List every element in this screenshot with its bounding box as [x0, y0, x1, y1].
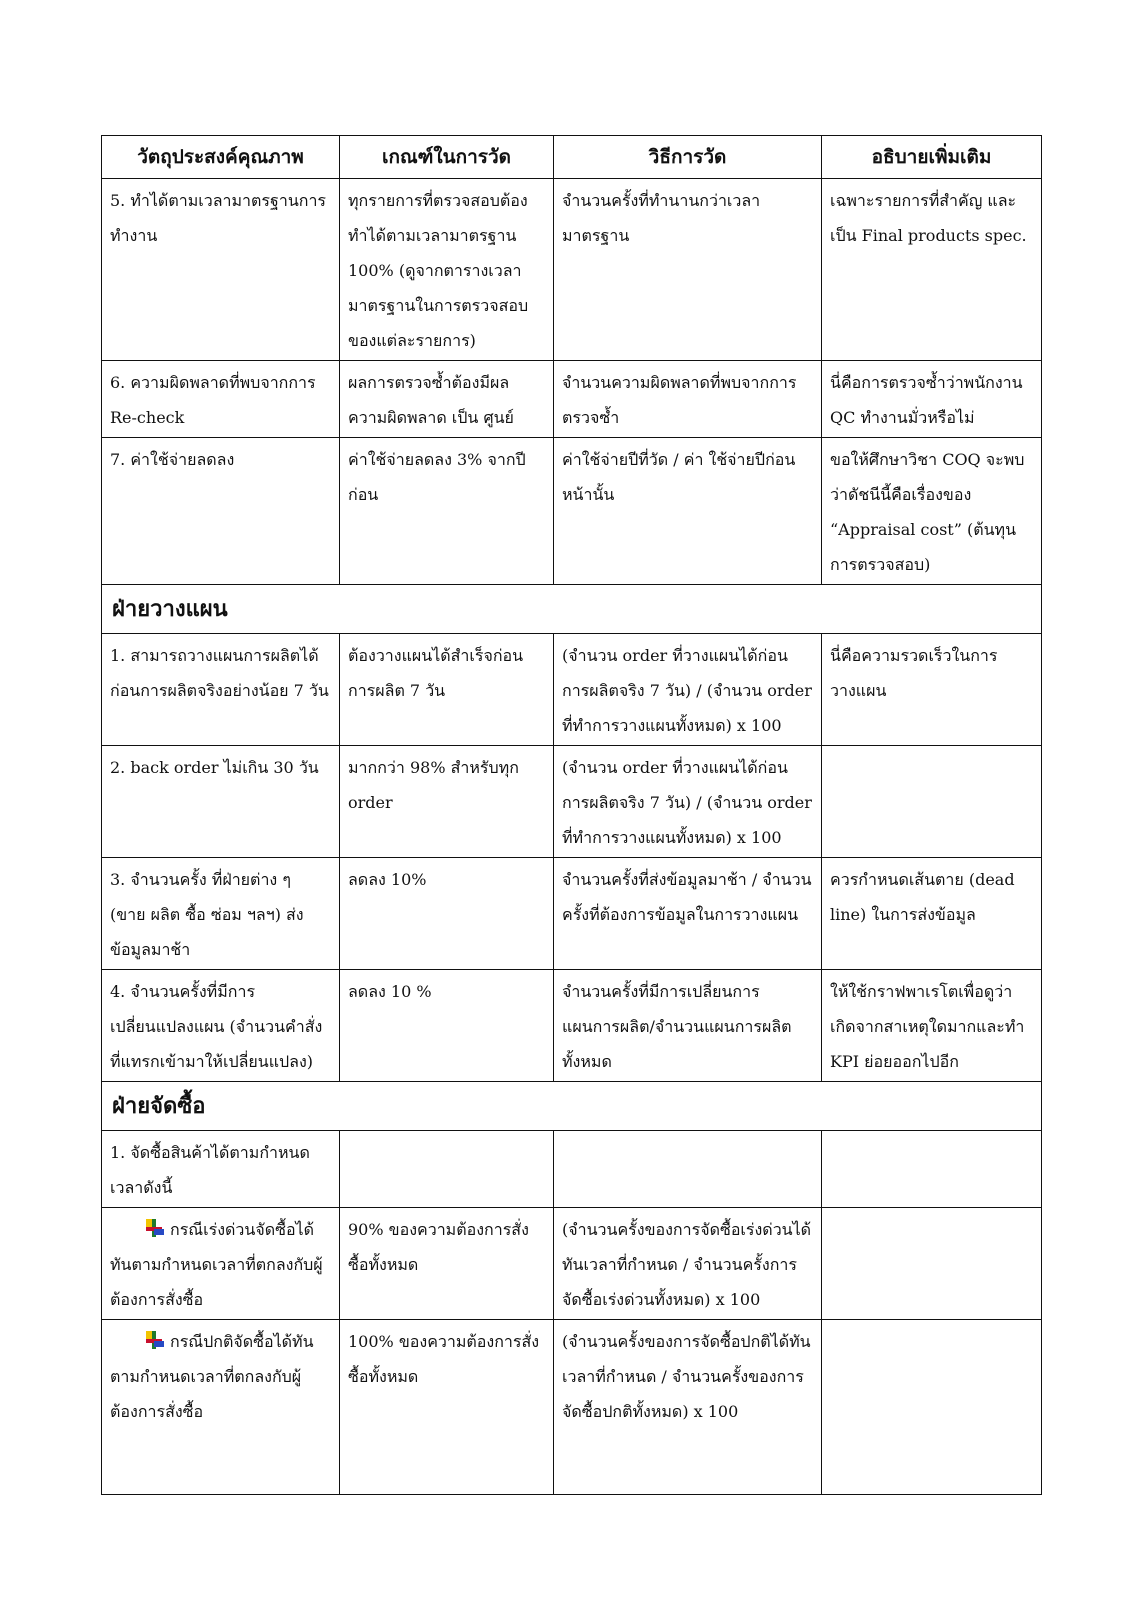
section-row-planning: [102, 585, 1042, 634]
cell-method: ค่าใช้จ่ายปีที่วัด / ค่า ใช้จ่ายปีก่อนหน้านั้น: [554, 438, 822, 585]
bullet-cross-icon: [146, 1331, 164, 1349]
cell-method: จำนวนครั้งที่ส่งข้อมูลมาช้า / จำนวนครั้งที่ต้องการข้อมูลในการวางแผน: [554, 858, 822, 970]
cell-criteria: ผลการตรวจซ้ำต้องมีผลความผิดพลาด เป็น ศูนย์: [340, 361, 554, 438]
cell-objective: [102, 1320, 340, 1495]
cell-criteria: ค่าใช้จ่ายลดลง 3% จากปีก่อน: [340, 438, 554, 585]
header-criteria: เกณฑ์ในการวัด: [340, 136, 554, 179]
cell-criteria: ลดลง 10%: [340, 858, 554, 970]
cell-method: จำนวนครั้งที่ทำนานกว่าเวลามาตรฐาน: [554, 179, 822, 361]
cell-objective: 2. back order ไม่เกิน 30 วัน: [102, 746, 340, 858]
cell-objective: 4. จำนวนครั้งที่มีการเปลี่ยนแปลงแผน (จำนวนคำสั่งที่แทรกเข้ามาให้เปลี่ยนแปลง): [102, 970, 340, 1082]
cell-objective-text: กรณีเร่งด่วนจัดซื้อได้ทันตามกำหนดเวลาที่ตกลงกับผู้ต้องการสั่งซื้อ: [110, 1220, 323, 1309]
cell-note: [822, 746, 1042, 858]
cell-note: [822, 1320, 1042, 1495]
cell-method: จำนวนความผิดพลาดที่พบจากการตรวจซ้ำ: [554, 361, 822, 438]
cell-method: (จำนวน order ที่วางแผนได้ก่อนการผลิตจริง 7 วัน) / (จำนวน order ที่ทำการวางแผนทั้งหมด) x 100: [554, 746, 822, 858]
cell-criteria: 90% ของความต้องการสั่งซื้อทั้งหมด: [340, 1208, 554, 1320]
cell-objective: 3. จำนวนครั้ง ที่ฝ่ายต่าง ๆ (ขาย ผลิต ซื้อ ซ่อม ฯลฯ) ส่งข้อมูลมาช้า: [102, 858, 340, 970]
cell-note: ควรกำหนดเส้นตาย (dead line) ในการส่งข้อมูล: [822, 858, 1042, 970]
cell-method: (จำนวนครั้งของการจัดซื้อปกติได้ทันเวลาที่กำหนด / จำนวนครั้งของการจัดซื้อปกติทั้งหมด) x 100: [554, 1320, 822, 1495]
cell-method: (จำนวนครั้งของการจัดซื้อเร่งด่วนได้ทันเวลาที่กำหนด / จำนวนครั้งการจัดซื้อเร่งด่วนทั้งหมด) x 100: [554, 1208, 822, 1320]
table-row: [102, 634, 1042, 746]
cell-note: นี่คือการตรวจซ้ำว่าพนักงาน QC ทำงานมั่วหรือไม่: [822, 361, 1042, 438]
cell-criteria: 100% ของความต้องการสั่งซื้อทั้งหมด: [340, 1320, 554, 1495]
cell-criteria: [340, 1131, 554, 1208]
cell-method: จำนวนครั้งที่มีการเปลี่ยนการแผนการผลิต/จำนวนแผนการผลิตทั้งหมด: [554, 970, 822, 1082]
header-note: อธิบายเพิ่มเติม: [822, 136, 1042, 179]
cell-objective: 6. ความผิดพลาดที่พบจากการ Re-check: [102, 361, 340, 438]
table-row: [102, 1320, 1042, 1495]
cell-objective: 5. ทำได้ตามเวลามาตรฐานการทำงาน: [102, 179, 340, 361]
cell-note: เฉพาะรายการที่สำคัญ และเป็น Final products spec.: [822, 179, 1042, 361]
cell-note: นี่คือความรวดเร็วในการวางแผน: [822, 634, 1042, 746]
table-row: [102, 858, 1042, 970]
section-row-purchasing: [102, 1082, 1042, 1131]
table-row: [102, 179, 1042, 361]
cell-note: ขอให้ศึกษาวิชา COQ จะพบว่าดัชนีนี้คือเรื่องของ “Appraisal cost” (ต้นทุนการตรวจสอบ): [822, 438, 1042, 585]
table-row: [102, 1208, 1042, 1320]
table-row: [102, 746, 1042, 858]
cell-method: (จำนวน order ที่วางแผนได้ก่อนการผลิตจริง 7 วัน) / (จำนวน order ที่ทำการวางแผนทั้งหมด) x 100: [554, 634, 822, 746]
table-header-row: [102, 136, 1042, 179]
cell-note: [822, 1208, 1042, 1320]
cell-criteria: ทุกรายการที่ตรวจสอบต้องทำได้ตามเวลามาตรฐาน 100% (ดูจากตารางเวลามาตรฐานในการตรวจสอบของแต่ละรายการ): [340, 179, 554, 361]
cell-note: [822, 1131, 1042, 1208]
table-row: [102, 970, 1042, 1082]
cell-objective: 7. ค่าใช้จ่ายลดลง: [102, 438, 340, 585]
section-title-purchasing: ฝ่ายจัดซื้อ: [102, 1082, 1042, 1131]
table-row: [102, 361, 1042, 438]
header-method: วิธีการวัด: [554, 136, 822, 179]
cell-criteria: ลดลง 10 %: [340, 970, 554, 1082]
bullet-cross-icon: [146, 1219, 164, 1237]
cell-method: [554, 1131, 822, 1208]
cell-objective-text: กรณีปกติจัดซื้อได้ทันตามกำหนดเวลาที่ตกลงกับผู้ต้องการสั่งซื้อ: [110, 1332, 314, 1421]
table-row: [102, 438, 1042, 585]
cell-note: ให้ใช้กราฟพาเรโตเพื่อดูว่าเกิดจากสาเหตุใดมากและทำ KPI ย่อยออกไปอีก: [822, 970, 1042, 1082]
cell-objective: 1. จัดซื้อสินค้าได้ตามกำหนดเวลาดังนี้: [102, 1131, 340, 1208]
header-objective: วัตถุประสงค์คุณภาพ: [102, 136, 340, 179]
kpi-table: [101, 135, 1042, 1495]
cell-criteria: มากกว่า 98% สำหรับทุก order: [340, 746, 554, 858]
cell-objective: 1. สามารถวางแผนการผลิตได้ก่อนการผลิตจริงอย่างน้อย 7 วัน: [102, 634, 340, 746]
cell-criteria: ต้องวางแผนได้สำเร็จก่อนการผลิต 7 วัน: [340, 634, 554, 746]
table-row: [102, 1131, 1042, 1208]
section-title-planning: ฝ่ายวางแผน: [102, 585, 1042, 634]
cell-objective: [102, 1208, 340, 1320]
